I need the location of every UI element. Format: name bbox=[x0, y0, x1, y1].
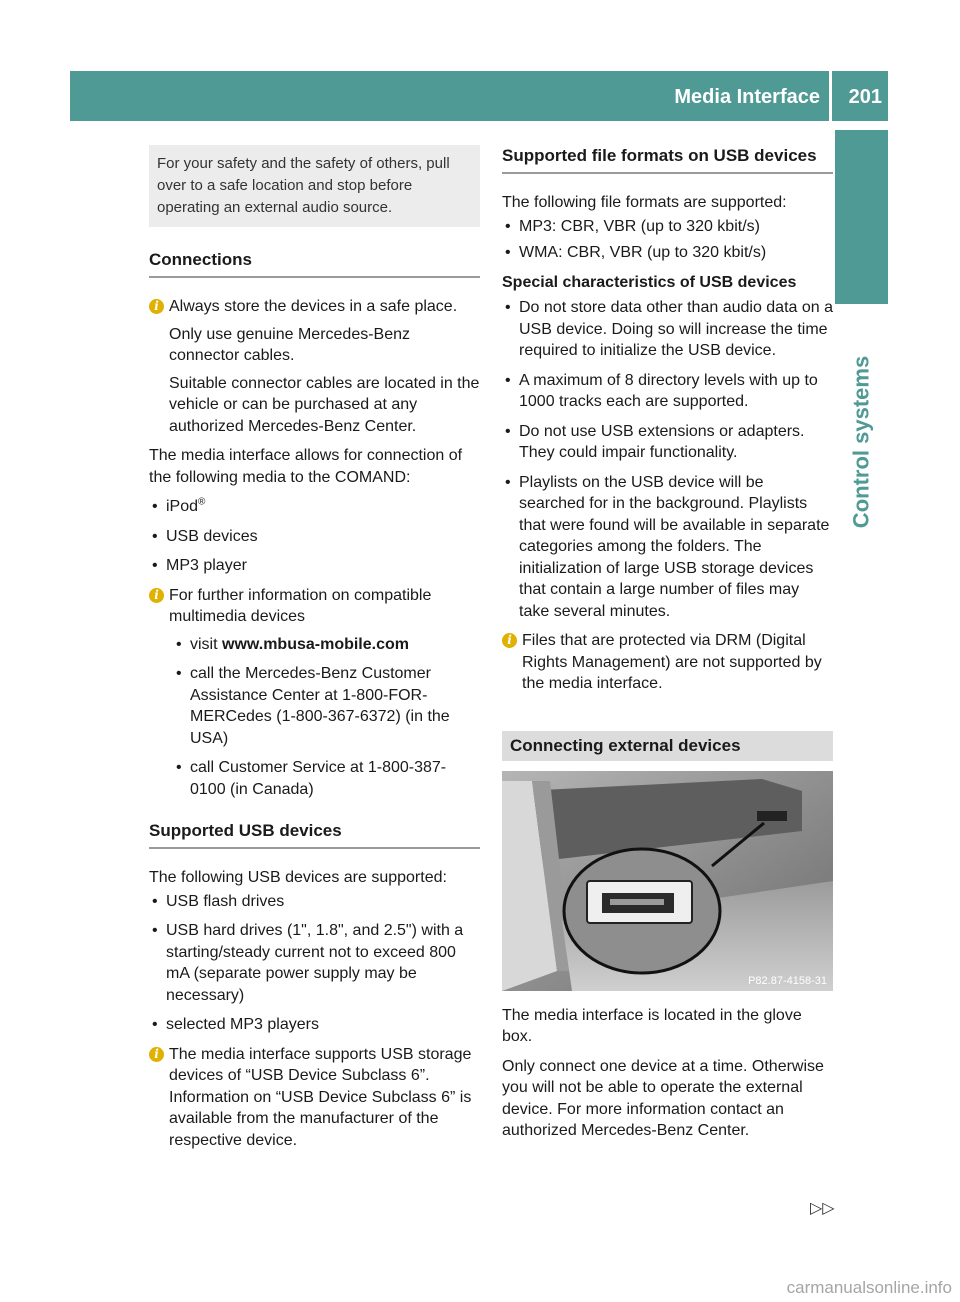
file-formats-heading: Supported file formats on USB devices bbox=[502, 145, 833, 174]
one-device-text: Only connect one device at a time. Otherwise you will not be able to operate the external device. For more information contact an authorized Mercedes-Benz Center. bbox=[502, 1057, 824, 1139]
left-column bbox=[149, 145, 480, 1159]
list-item: • USB hard drives (1", 1.8", and 2.5") with a starting/steady current not to exceed 800 mA (separate power supply may be necessary) bbox=[152, 922, 464, 1004]
glovebox-text: The media interface is located in the glove box. bbox=[502, 1006, 802, 1045]
usb-list bbox=[149, 891, 480, 1036]
page-number: 201 bbox=[848, 86, 882, 108]
special-list bbox=[502, 297, 833, 622]
website-link[interactable]: www.mbusa-mobile.com bbox=[222, 635, 409, 653]
info-text: Always store the devices in a safe place. bbox=[169, 298, 458, 315]
list-item: • USB flash drives bbox=[152, 892, 285, 910]
list-item: • USB devices bbox=[152, 527, 258, 545]
list-item: • Do not store data other than audio data on a USB device. Doing so will increase the time required to initialize the USB device. bbox=[505, 299, 834, 359]
info-icon: i bbox=[149, 299, 164, 314]
formats-intro: The following file formats are supported: bbox=[502, 194, 787, 211]
list-item: • MP3: CBR, VBR (up to 320 kbit/s) bbox=[505, 217, 760, 235]
usb-devices-heading: Supported USB devices bbox=[149, 820, 480, 849]
glovebox-illustration bbox=[502, 771, 833, 991]
info-text: For further information on compatible multimedia devices bbox=[169, 586, 432, 625]
header-separator bbox=[829, 71, 832, 121]
list-item: • call the Mercedes-Benz Customer Assistance Center at 1-800-FOR-MERCedes (1-800-367-6372) (in the USA) bbox=[176, 665, 450, 747]
info-text: Suitable connector cables are located in the vehicle or can be purchased at any authorized Mercedes-Benz Center. bbox=[169, 374, 480, 435]
watermark: carmanualsonline.info bbox=[786, 1277, 952, 1297]
right-column bbox=[502, 145, 833, 1150]
list-item: • MP3 player bbox=[152, 557, 247, 574]
page-header bbox=[70, 71, 888, 121]
side-tab bbox=[835, 130, 888, 304]
info-note-storage bbox=[149, 296, 480, 437]
list-item: • A maximum of 8 directory levels with up to 1000 tracks each are supported. bbox=[505, 371, 818, 410]
safety-warning: For your safety and the safety of others, pull over to a safe location and stop before operating an external audio source. bbox=[149, 145, 480, 227]
list-item: • iPod® bbox=[152, 496, 206, 515]
info-text: The media interface supports USB storage devices of “USB Device Subclass 6”. Information on “USB Device Subclass 6” is available from the manufacturer of the respective device. bbox=[169, 1045, 472, 1149]
section-side-label bbox=[826, 322, 896, 562]
list-item: • selected MP3 players bbox=[152, 1016, 319, 1033]
info-note-drm bbox=[502, 630, 833, 695]
side-label-text: Control systems bbox=[848, 355, 874, 529]
info-note-compatible bbox=[149, 585, 480, 801]
list-item: • WMA: CBR, VBR (up to 320 kbit/s) bbox=[505, 244, 767, 261]
info-icon: i bbox=[149, 588, 164, 603]
list-item: • visit www.mbusa-mobile.com bbox=[176, 635, 409, 653]
special-heading: Special characteristics of USB devices bbox=[502, 273, 797, 291]
info-text: Only use genuine Mercedes-Benz connector cables. bbox=[169, 325, 411, 364]
connecting-heading: Connecting external devices bbox=[502, 731, 833, 761]
connections-heading: Connections bbox=[149, 249, 480, 278]
contact-list bbox=[173, 634, 480, 801]
list-item: • call Customer Service at 1-800-387-0100 (in Canada) bbox=[176, 759, 447, 798]
usb-intro: The following USB devices are supported: bbox=[149, 869, 447, 886]
info-note-subclass bbox=[149, 1044, 480, 1152]
continue-mark: ▷▷ bbox=[810, 1200, 835, 1217]
media-list bbox=[149, 496, 480, 577]
list-item: • Playlists on the USB device will be searched for in the background. Playlists that were found will be available in separate categories among the folders. The initialization of large USB storage devices that contain a large number of files may take several minutes. bbox=[505, 473, 830, 620]
registered-mark: ® bbox=[198, 496, 206, 508]
info-icon: i bbox=[502, 633, 517, 648]
info-icon: i bbox=[149, 1047, 164, 1062]
glovebox-photo bbox=[502, 771, 833, 991]
info-text: Files that are protected via DRM (Digital Rights Management) are not supported by the media interface. bbox=[522, 632, 822, 692]
figure-code: P82.87-4158-31 bbox=[748, 974, 827, 987]
header-title: Media Interface bbox=[674, 86, 820, 108]
media-intro: The media interface allows for connection of the following media to the COMAND: bbox=[149, 447, 463, 486]
list-item: • Do not use USB extensions or adapters. They could impair functionality. bbox=[505, 422, 805, 461]
formats-list bbox=[502, 216, 833, 264]
